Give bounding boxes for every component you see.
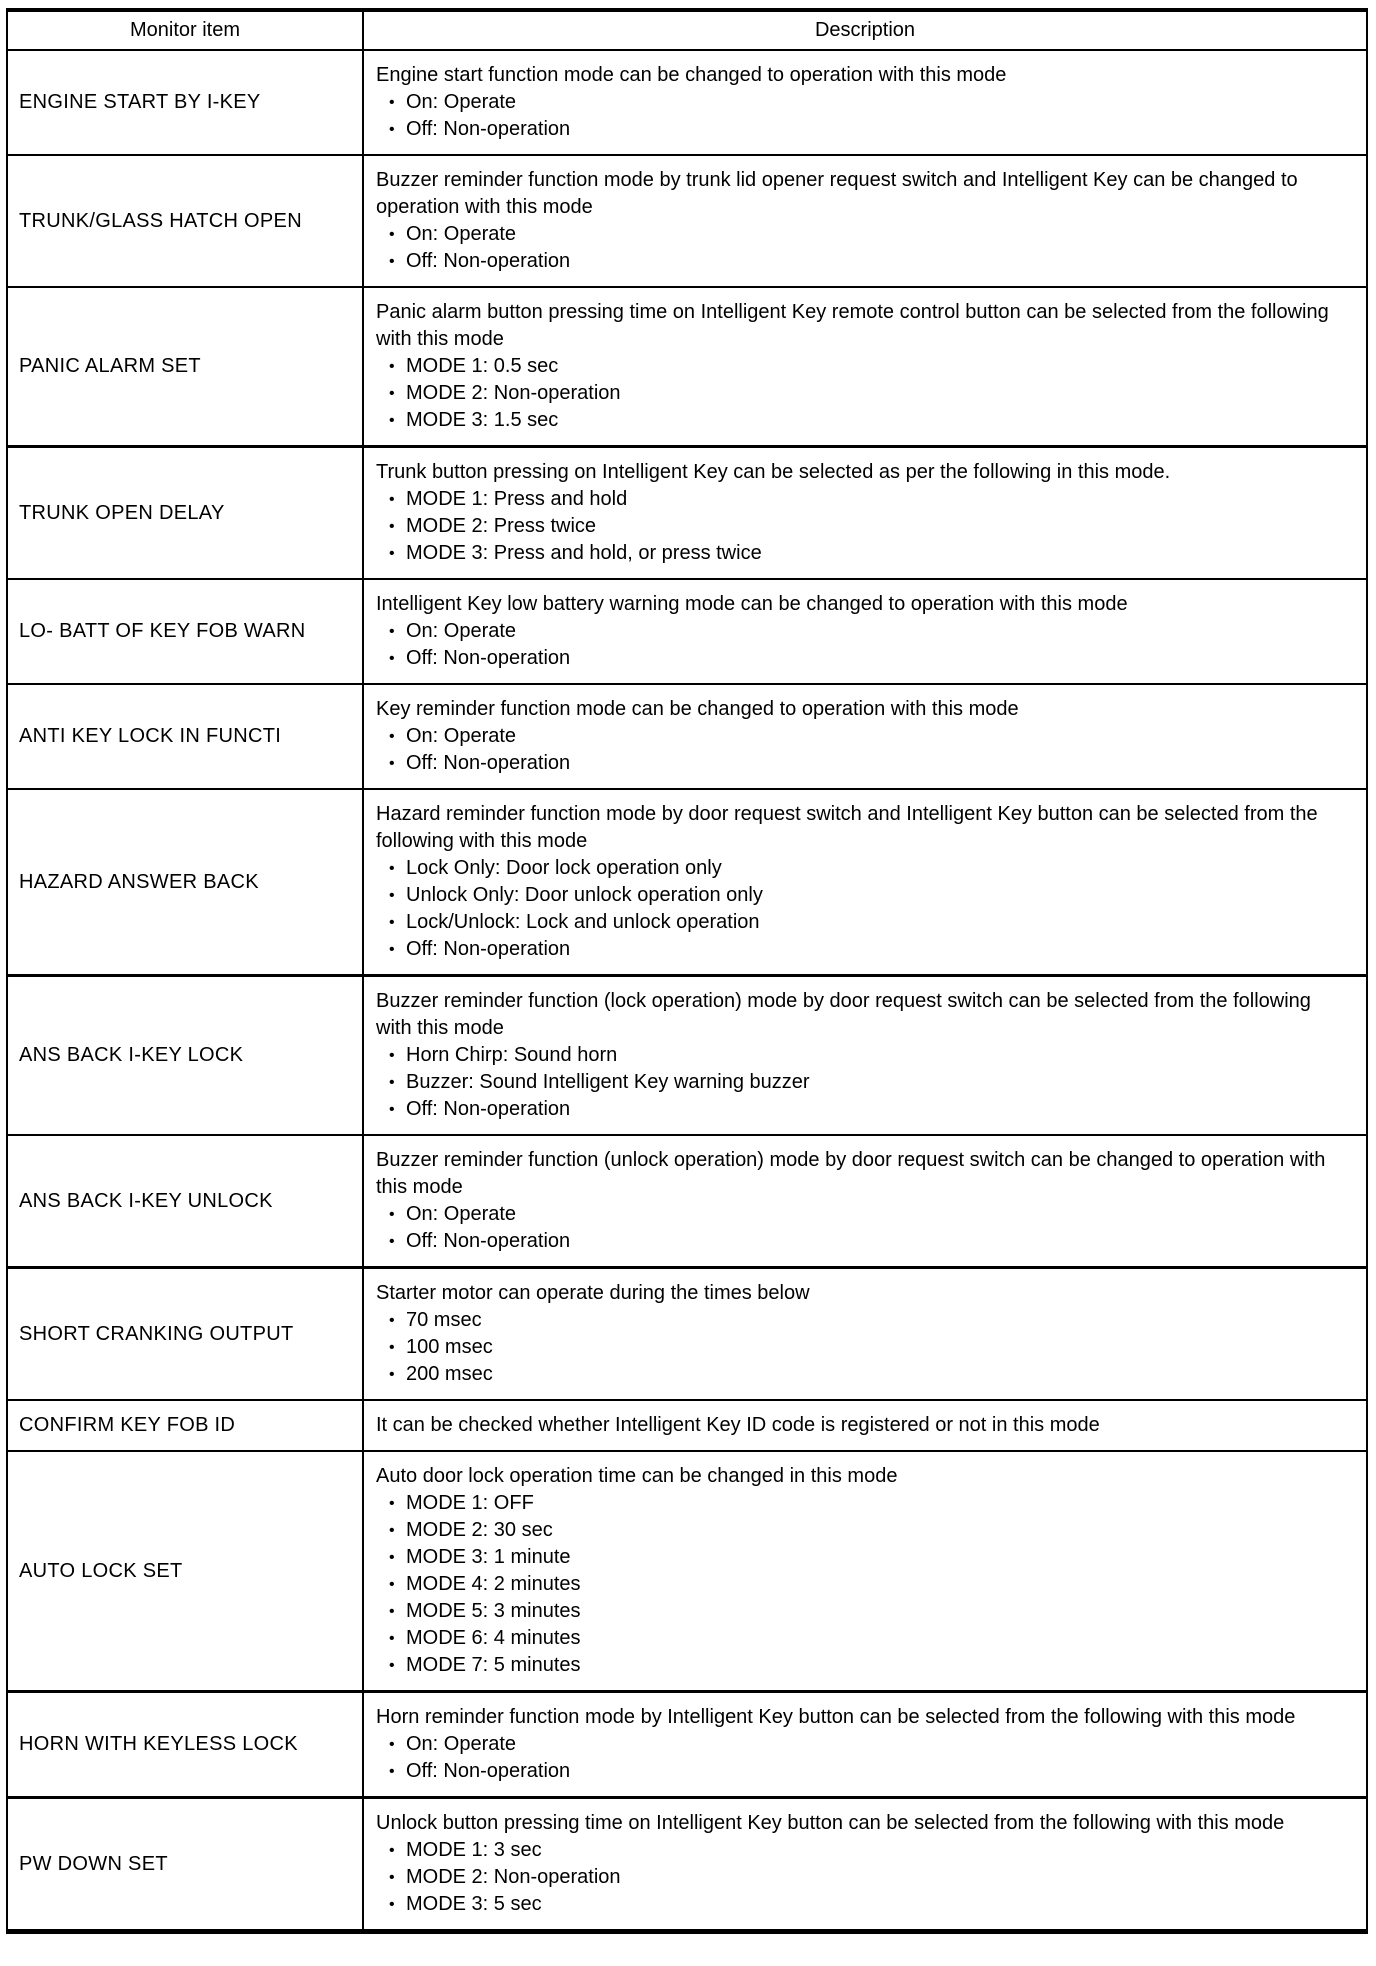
option-list — [376, 1201, 1350, 1255]
option-list — [376, 1307, 1350, 1388]
option-item: • MODE 1: 0.5 sec — [376, 353, 1350, 380]
table-row — [7, 976, 1367, 1136]
description-intro: Starter motor can operate during the times below — [376, 1282, 810, 1304]
option-item: • Off: Non-operation — [376, 1758, 1350, 1785]
description-intro: It can be checked whether Intelligent Key ID code is registered or not in this mode — [376, 1414, 1100, 1436]
table-row — [7, 1692, 1367, 1798]
option-item: • MODE 2: Press twice — [376, 513, 1350, 540]
option-item: • MODE 1: Press and hold — [376, 486, 1350, 513]
monitor-item-cell: TRUNK/GLASS HATCH OPEN — [7, 155, 363, 287]
option-item: • MODE 5: 3 minutes — [376, 1598, 1350, 1625]
description-intro: Engine start function mode can be changed to operation with this mode — [376, 64, 1007, 86]
description-cell — [363, 447, 1367, 580]
table-row — [7, 1268, 1367, 1401]
option-item: • MODE 3: 1.5 sec — [376, 407, 1350, 434]
option-item: • Off: Non-operation — [376, 936, 1350, 963]
description-intro: Trunk button pressing on Intelligent Key can be selected as per the following in this mode. — [376, 461, 1171, 483]
table-row — [7, 155, 1367, 287]
table-row — [7, 287, 1367, 447]
header-monitor-item: Monitor item — [7, 10, 363, 50]
option-item: • MODE 2: 30 sec — [376, 1517, 1350, 1544]
description-intro: Hazard reminder function mode by door request switch and Intelligent Key button can be selected from the following with this mode — [376, 803, 1318, 852]
option-list — [376, 353, 1350, 434]
option-item: • 70 msec — [376, 1307, 1350, 1334]
option-list — [376, 855, 1350, 963]
option-item: • Unlock Only: Door unlock operation only — [376, 882, 1350, 909]
option-item: • Buzzer: Sound Intelligent Key warning buzzer — [376, 1069, 1350, 1096]
option-item: • MODE 2: Non-operation — [376, 1864, 1350, 1891]
option-item: • MODE 1: 3 sec — [376, 1837, 1350, 1864]
description-intro: Horn reminder function mode by Intelligent Key button can be selected from the following with this mode — [376, 1706, 1296, 1728]
option-list — [376, 618, 1350, 672]
monitor-item-cell: ANTI KEY LOCK IN FUNCTI — [7, 684, 363, 789]
option-item: • Off: Non-operation — [376, 1096, 1350, 1123]
option-item: • On: Operate — [376, 1731, 1350, 1758]
option-item: • Lock/Unlock: Lock and unlock operation — [376, 909, 1350, 936]
option-item: • MODE 2: Non-operation — [376, 380, 1350, 407]
option-item: • MODE 3: 1 minute — [376, 1544, 1350, 1571]
option-item: • On: Operate — [376, 221, 1350, 248]
option-item: • Horn Chirp: Sound horn — [376, 1042, 1350, 1069]
monitor-item-cell: LO- BATT OF KEY FOB WARN — [7, 579, 363, 684]
monitor-item-cell: AUTO LOCK SET — [7, 1451, 363, 1692]
description-intro: Panic alarm button pressing time on Intelligent Key remote control button can be selected from the following with this mode — [376, 301, 1329, 350]
table-row — [7, 1798, 1367, 1932]
description-cell — [363, 1798, 1367, 1932]
option-item: • Off: Non-operation — [376, 116, 1350, 143]
table-row — [7, 447, 1367, 580]
work-support-table — [6, 8, 1368, 1934]
table-body — [7, 50, 1367, 1932]
option-list — [376, 1490, 1350, 1679]
table-row — [7, 579, 1367, 684]
table-row — [7, 1135, 1367, 1268]
table-row — [7, 1451, 1367, 1692]
option-item: • Off: Non-operation — [376, 1228, 1350, 1255]
description-cell — [363, 789, 1367, 976]
header-row — [7, 10, 1367, 50]
option-item: • MODE 4: 2 minutes — [376, 1571, 1350, 1598]
description-cell — [363, 579, 1367, 684]
option-list — [376, 723, 1350, 777]
description-intro: Buzzer reminder function (lock operation) mode by door request switch can be selected from the following with this mode — [376, 990, 1311, 1039]
table-row — [7, 684, 1367, 789]
description-intro: Buzzer reminder function (unlock operation) mode by door request switch can be changed to operation with this mode — [376, 1149, 1326, 1198]
option-item: • On: Operate — [376, 89, 1350, 116]
monitor-item-cell: PANIC ALARM SET — [7, 287, 363, 447]
option-item: • 100 msec — [376, 1334, 1350, 1361]
option-item: • Off: Non-operation — [376, 645, 1350, 672]
description-intro: Auto door lock operation time can be changed in this mode — [376, 1465, 898, 1487]
monitor-item-cell: PW DOWN SET — [7, 1798, 363, 1932]
monitor-item-cell: SHORT CRANKING OUTPUT — [7, 1268, 363, 1401]
option-list — [376, 221, 1350, 275]
option-item: • On: Operate — [376, 723, 1350, 750]
header-description: Description — [363, 10, 1367, 50]
description-cell — [363, 684, 1367, 789]
option-item: • On: Operate — [376, 1201, 1350, 1228]
table-row — [7, 50, 1367, 155]
description-cell — [363, 976, 1367, 1136]
option-item: • MODE 3: Press and hold, or press twice — [376, 540, 1350, 567]
option-item: • On: Operate — [376, 618, 1350, 645]
option-item: • Off: Non-operation — [376, 750, 1350, 777]
option-item: • MODE 3: 5 sec — [376, 1891, 1350, 1918]
option-list — [376, 1837, 1350, 1918]
option-list — [376, 486, 1350, 567]
monitor-item-cell: ANS BACK I-KEY UNLOCK — [7, 1135, 363, 1268]
table-row — [7, 1400, 1367, 1451]
description-intro: Buzzer reminder function mode by trunk lid opener request switch and Intelligent Key can be changed to operation with this mode — [376, 169, 1298, 218]
monitor-item-cell: HORN WITH KEYLESS LOCK — [7, 1692, 363, 1798]
description-cell — [363, 1451, 1367, 1692]
monitor-item-cell: TRUNK OPEN DELAY — [7, 447, 363, 580]
monitor-item-cell: HAZARD ANSWER BACK — [7, 789, 363, 976]
option-item: • MODE 7: 5 minutes — [376, 1652, 1350, 1679]
option-list — [376, 1731, 1350, 1785]
description-cell — [363, 1135, 1367, 1268]
description-cell — [363, 1692, 1367, 1798]
description-cell — [363, 155, 1367, 287]
option-item: • 200 msec — [376, 1361, 1350, 1388]
option-item: • Lock Only: Door lock operation only — [376, 855, 1350, 882]
description-cell — [363, 50, 1367, 155]
option-item: • MODE 6: 4 minutes — [376, 1625, 1350, 1652]
description-cell — [363, 287, 1367, 447]
description-intro: Intelligent Key low battery warning mode can be changed to operation with this mode — [376, 593, 1128, 615]
description-cell — [363, 1400, 1367, 1451]
description-cell — [363, 1268, 1367, 1401]
table-header — [7, 10, 1367, 50]
option-item: • Off: Non-operation — [376, 248, 1350, 275]
option-list — [376, 89, 1350, 143]
monitor-item-cell: CONFIRM KEY FOB ID — [7, 1400, 363, 1451]
monitor-item-cell: ENGINE START BY I-KEY — [7, 50, 363, 155]
option-list — [376, 1042, 1350, 1123]
table-row — [7, 789, 1367, 976]
description-intro: Key reminder function mode can be changed to operation with this mode — [376, 698, 1019, 720]
description-intro: Unlock button pressing time on Intelligent Key button can be selected from the following with this mode — [376, 1812, 1285, 1834]
monitor-item-cell: ANS BACK I-KEY LOCK — [7, 976, 363, 1136]
option-item: • MODE 1: OFF — [376, 1490, 1350, 1517]
